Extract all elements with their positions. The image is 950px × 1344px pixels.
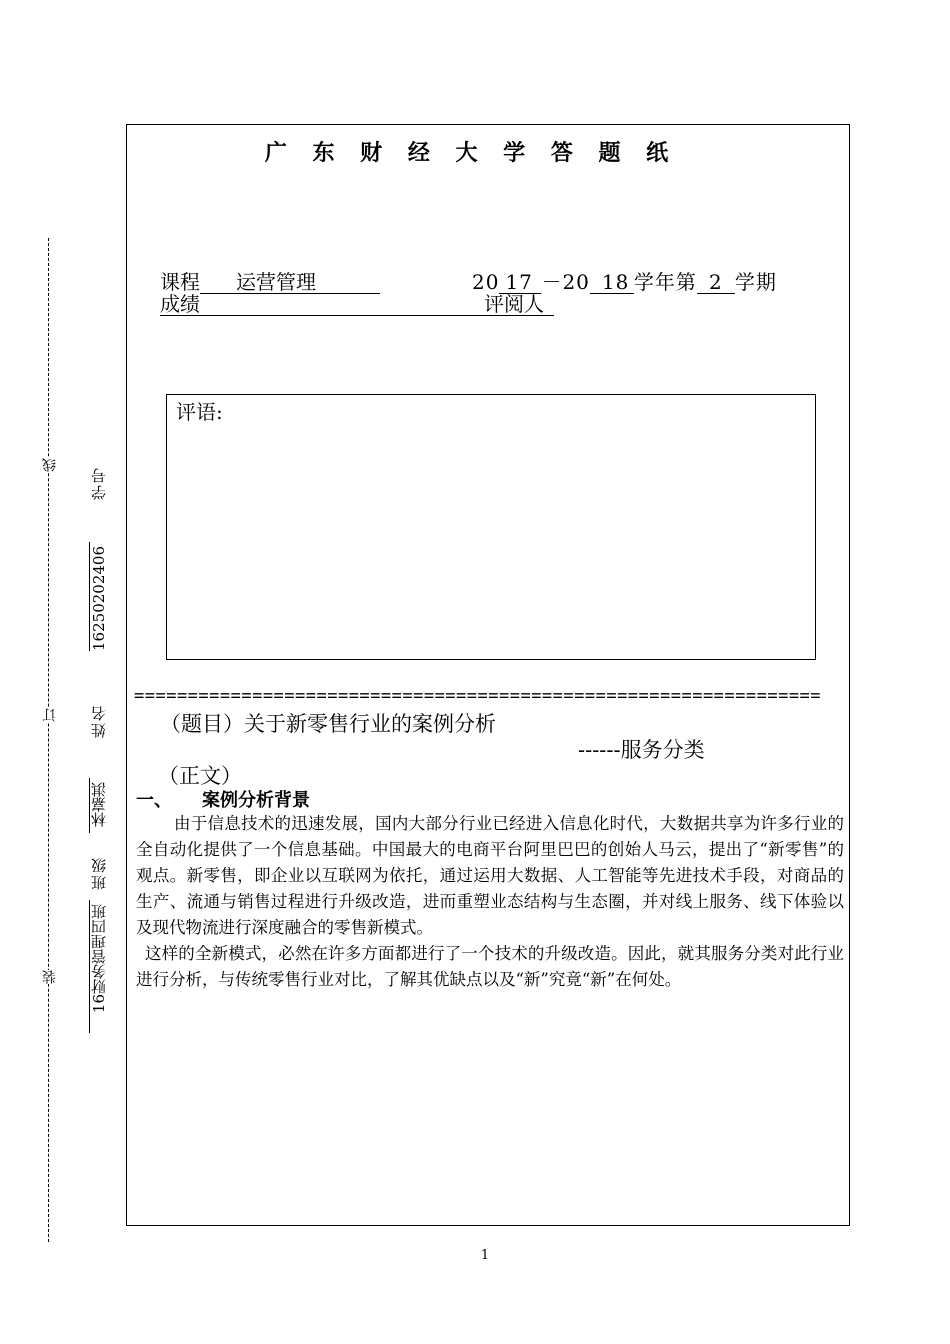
binding-char-xian: 线 xyxy=(42,458,58,472)
year-label: 学年第 xyxy=(633,270,697,294)
binding-char-zhuang: 装 xyxy=(42,970,58,984)
student-id-value: 16250202406 xyxy=(89,542,108,651)
student-id-label: 学号 xyxy=(90,466,108,500)
year-dash: －20 xyxy=(541,270,590,294)
section-body xyxy=(136,811,844,993)
course-value: 运营管理 xyxy=(236,270,316,294)
score-label: 成绩 xyxy=(160,292,200,316)
year-prefix: 20 xyxy=(472,270,500,294)
section-number: 一、 xyxy=(136,790,172,811)
student-name-label: 姓名 xyxy=(90,704,108,738)
student-class-value: 16财务管理四班 xyxy=(89,900,108,1033)
sheet-title: 广 东 财 经 大 学 答 题 纸 xyxy=(264,141,678,166)
section-title: 案例分析背景 xyxy=(202,790,310,811)
year-start: 17 xyxy=(505,270,533,294)
student-id-field xyxy=(88,466,109,651)
score-field[interactable] xyxy=(160,293,484,316)
comment-box[interactable] xyxy=(166,394,816,660)
paragraph-2: 这样的全新模式，必然在许多方面都进行了一个技术的升级改造。因此，就其服务分类对此行业进行分析，与传统零售行业对比，了解其优缺点以及“新”究竟“新”在何处。 xyxy=(136,944,844,989)
paragraph-1: 由于信息技术的迅速发展，国内大部分行业已经进入信息化时代，大数据共享为许多行业的全自动化提供了一个信息基础。中国最大的电商平台阿里巴巴的创始人马云，提出了“新零售”的观点。新零售，即企业以互联网为依托，通过运用大数据、人工智能等先进技术手段，对商品的生产、流通与销售过程进行升级改造，进而重塑业态结构与生态圈，并对线上服务、线下体验以及现代物流进行深度融合的零售新模式。 xyxy=(136,814,844,937)
course-label: 课程 xyxy=(160,270,200,294)
score-row xyxy=(160,292,554,316)
section-heading xyxy=(136,786,310,812)
course-value-field[interactable] xyxy=(200,271,380,294)
comment-label: 评语: xyxy=(176,400,223,424)
subtopic-title: ------服务分类 xyxy=(578,738,705,762)
student-class-label: 班级 xyxy=(90,856,108,890)
term-field[interactable] xyxy=(697,271,735,294)
separator-line: ================================================================ xyxy=(134,686,822,706)
binding-char-ding: 订 xyxy=(42,708,58,722)
course-row xyxy=(160,266,380,295)
year-start-field[interactable] xyxy=(499,271,541,294)
student-name-value: 林嘉淇 xyxy=(89,778,108,833)
reviewer-label: 评阅人 xyxy=(484,292,544,316)
body-label: （正文） xyxy=(158,764,242,788)
term-value: 2 xyxy=(709,270,723,294)
page-number: 1 xyxy=(480,1248,490,1263)
topic-title: （题目）关于新零售行业的案例分析 xyxy=(160,712,496,736)
year-row xyxy=(472,266,777,295)
year-end-field[interactable] xyxy=(590,271,634,294)
student-name-field xyxy=(88,704,109,833)
year-end: 18 xyxy=(601,270,630,294)
binding-line xyxy=(48,238,49,1242)
student-class-field xyxy=(88,856,109,1033)
reviewer-field[interactable] xyxy=(484,293,554,316)
term-label: 学期 xyxy=(734,270,777,294)
